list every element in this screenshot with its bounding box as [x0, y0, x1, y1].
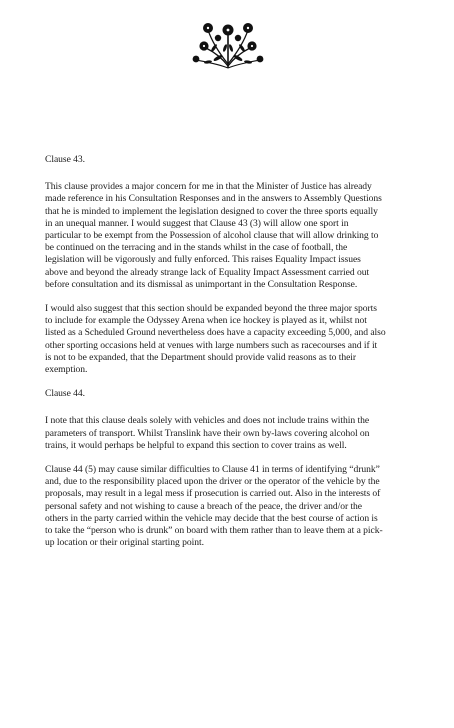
clause-43-paragraph-1: [45, 181, 431, 291]
text-line: parameters of transport. Whilst Translink have their own by-laws covering alcohol on: [45, 427, 370, 439]
text-line: listed as a Scheduled Ground nevertheless does have a capacity exceeding 5,000, and also: [45, 327, 386, 339]
text-line: exemption.: [45, 364, 88, 376]
text-line: up location or their original starting point.: [45, 537, 204, 549]
text-line: I note that this clause deals solely with vehicles and does not include trains within the: [45, 415, 370, 427]
document-body: [45, 154, 431, 561]
text-line: above and beyond the already strange lack of Equality Impact Assessment carried out: [45, 266, 370, 278]
text-line: personal safety and not wishing to cause a breach of the peace, the driver and/or the: [45, 500, 363, 512]
text-line: proposals, may result in a legal mess if prosecution is carried out. Also in the interests of: [45, 488, 381, 500]
text-line: legislation will be vigorously and fully enforced. This raises Equality Impact issues: [45, 254, 361, 266]
text-line: This clause provides a major concern for me in that the Minister of Justice has already: [45, 181, 372, 193]
text-line: trains, it would perhaps be helpful to expand this section to cover trains as well.: [45, 439, 347, 451]
clause-43-heading: Clause 43.: [45, 154, 86, 165]
text-line: others in the party carried within the vehicle may decide that the best course of action is: [45, 512, 378, 524]
text-line: other sporting occasions held at venues with large numbers such as racecourses and if it: [45, 339, 378, 351]
text-line: I would also suggest that this section should be expanded beyond the three major sports: [45, 303, 377, 315]
text-line: and, due to the responsibility placed upon the driver or the operator of the vehicle by the: [45, 476, 380, 488]
text-line: in an unequal manner. I would suggest that Clause 43 (3) will allow one sport in: [45, 217, 349, 229]
flax-flower-emblem-icon: [192, 18, 264, 70]
text-line: that he is minded to implement the legislation designed to cover the three sports equally: [45, 205, 378, 217]
text-line: to take the “person who is drunk” on board with them rather than to leave them at a pick-: [45, 525, 383, 537]
clause-44-heading: Clause 44.: [45, 388, 86, 400]
text-line: made reference in his Consultation Responses and in the answers to Assembly Questions: [45, 193, 382, 205]
text-line: Clause 44 (5) may cause similar difficulties to Clause 41 in terms of identifying “drunk”: [45, 464, 380, 476]
text-line: particular to be exempt from the Possession of alcohol clause that will allow drinking to: [45, 230, 379, 242]
text-line: be continued on the terracing and in the stands whilst in the case of football, the: [45, 242, 348, 254]
text-line: to include for example the Odyssey Arena when ice hockey is played as it, whilst not: [45, 315, 367, 327]
text-line: is not to be expanded, that the Department should provide valid reasons as to their: [45, 351, 357, 363]
clause-43-paragraph-2: [45, 303, 431, 376]
clause-44-paragraph-1: [45, 415, 431, 452]
clause-44-paragraph-2: [45, 464, 431, 549]
text-line: before consultation and its dismissal as unimportant in the Consultation Response.: [45, 278, 358, 290]
